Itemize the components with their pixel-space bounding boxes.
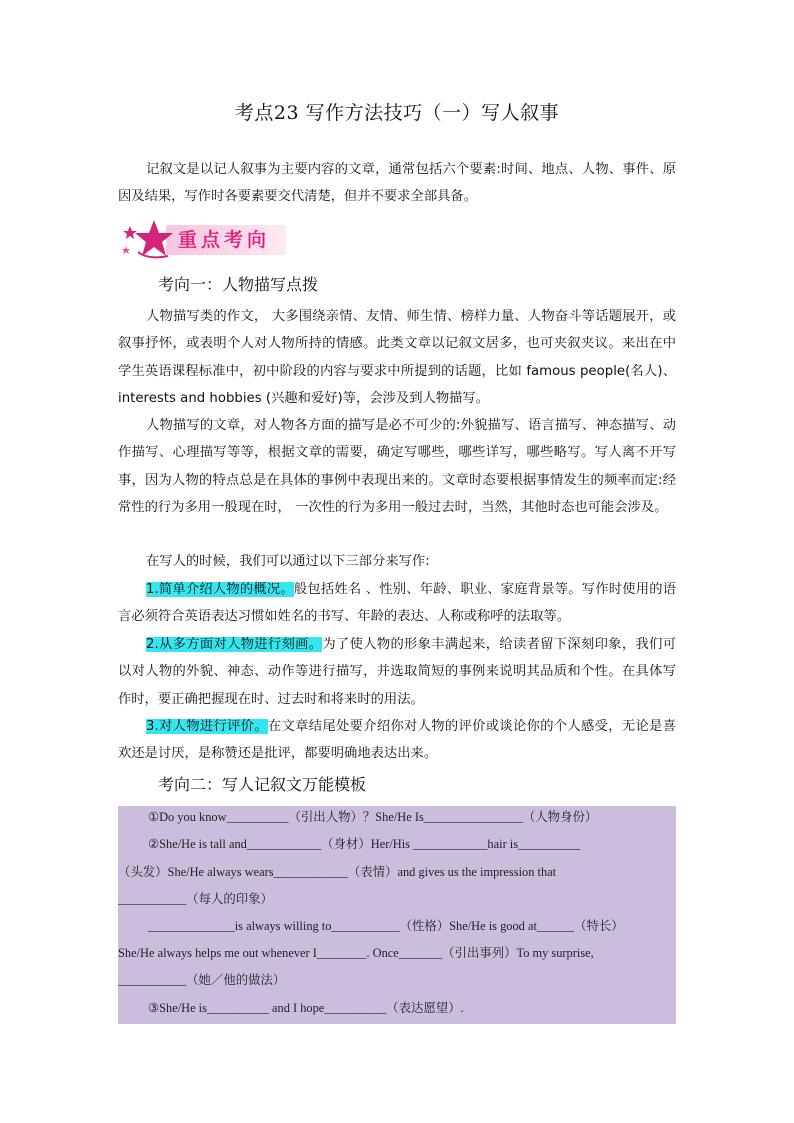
template-line-5: ______________is always willing to___________（性格）She/He is good at______（特长） [148,919,624,933]
direction2-heading: 考向二：写人记叙文万能模板 [158,775,367,794]
template-line-4: ___________（每人的印象） [118,892,273,906]
template-line-1: ①Do you know__________（引出人物）？She/He Is________________（人物身份） [148,810,598,824]
point-2-text: 为了使人物的形象丰满起来，给读者留下深刻印象，我们可以对人物的外貌、神态、动作等进行描写，并选取简短的事例来说明其品质和个性。在具体写作时，要正确把握现在时、过去时和将来时的用法。 [118,637,677,707]
point-2 [118,631,676,713]
point-1-highlight: 1.简单介绍人物的概况。 [146,582,294,597]
section-banner [118,216,298,262]
point-2-highlight: 2.从多方面对人物进行刻画。 [146,637,323,652]
template-line-8: ③She/He is__________ and I hope__________（表达愿望）. [148,1001,464,1015]
point-1 [118,576,676,631]
star-icon [118,216,178,262]
point-1-text: 般包括姓名 、性别、年龄、职业、家庭背景等。写作时使用的语言必须符合英语表达习惯如姓名的书写、年龄的表达、人称或称呼的法取等。 [118,582,676,625]
direction1-paragraph-1: 人物描写类的作文， 大多围绕亲情、友情、师生情、榜样力量、人物奋斗等话题展开，或叙事抒怀，或表明个人对人物所持的情感。此类文章以记叙文居多，也可夹叙夹议。来出在中学生英语课程标准中，初中阶段的内容与要求中所提到的话题，比如 famous people(名人)、interests and hobbies (兴趣和爱好)等，会涉及到人物描写。 [118,309,676,407]
direction1-heading: 考向一：人物描写点拨 [158,275,319,294]
template-line-7: ___________（她／他的做法） [118,973,286,987]
template-line-6: She/He always helps me out whenever I________. Once_______（引出事列）To my surprise, [118,946,594,960]
point-3-highlight: 3.对人物进行评价。 [146,719,268,734]
intro-paragraph: 记叙文是以记人叙事为主要内容的文章，通常包括六个要素:时间、地点、人物、事件、原因及结果，写作时各要素要交代清楚，但并不要求全部具备。 [118,162,676,205]
point-3-text: 在文章结尾处要介绍你对人物的评价或谈论你的个人感受，无论是喜欢还是讨厌，是称赞还是批评，都要明确地表达出来。 [118,719,677,762]
section-banner-label: 重点考向 [178,229,271,251]
point-3 [118,713,676,768]
template-line-3: （头发）She/He always wears____________（表情）and gives us the impression that [118,865,557,879]
direction1-paragraph-2: 人物描写的文章，对人物各方面的描写是必不可少的:外貌描写、语言描写、神态描写、动作描写、心理描写等等，根据文章的需要，确定写哪些，哪些详写，哪些略写。写人离不开写事，因为人物的特点总是在具体的事例中表现出来的。文章时态要根据事情发生的频率而定:经常性的行为多用一般现在时， 一次性的行为多用一般过去时，当然，其他时态也可能会涉及。 [118,418,676,516]
template-line-2: ②She/He is tall and____________（身材）Her/His ____________hair is__________ [148,837,581,851]
direction1-paragraph-3: 在写人的时候，我们可以通过以下三部分来写作: [146,554,430,569]
page-title: 考点23 写作方法技巧（一）写人叙事 [234,102,560,124]
